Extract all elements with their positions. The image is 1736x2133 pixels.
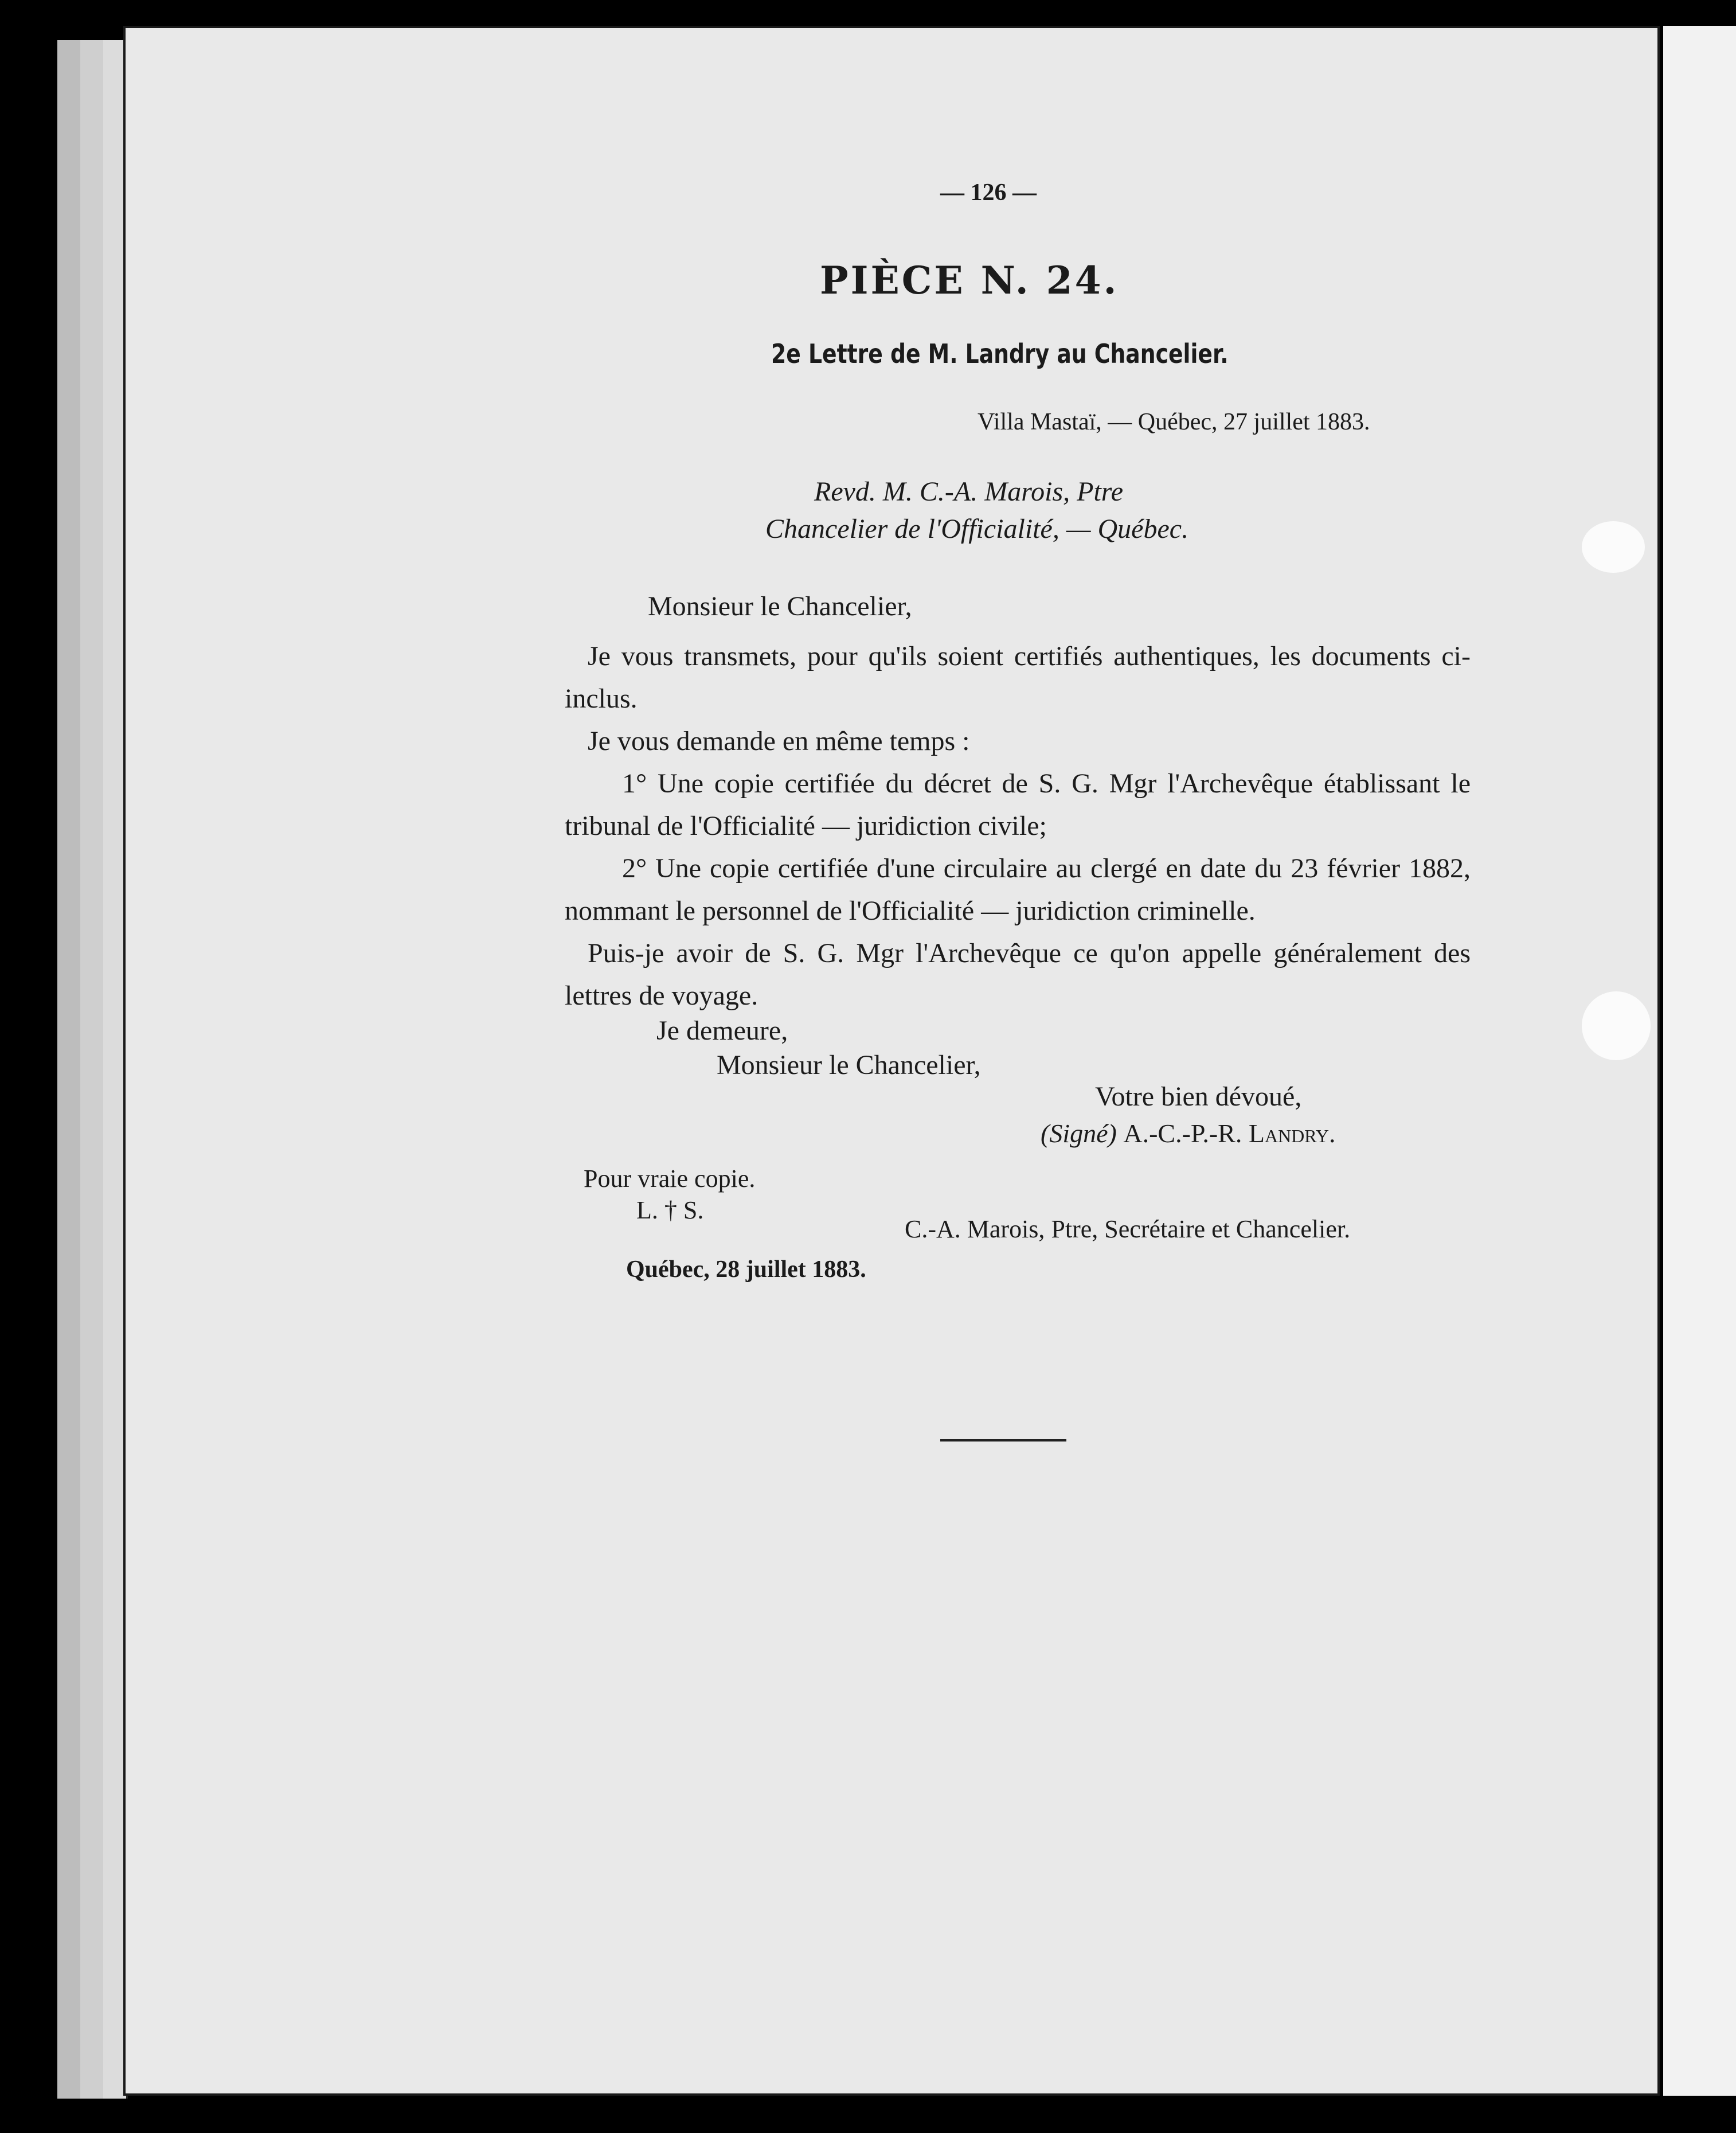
page-edge <box>80 40 105 2099</box>
letter-subtitle: 2e Lettre de M. Landry au Chancelier. <box>771 338 1229 369</box>
paper-blot <box>1582 521 1645 573</box>
letter-body <box>565 635 1471 1017</box>
signature <box>1041 1118 1335 1148</box>
body-paragraph: Je vous transmets, pour qu'ils soient certifiés authentiques, les documents ci-inclus. <box>565 641 1471 714</box>
closing-line: Je demeure, <box>656 1015 788 1046</box>
body-paragraph: Puis-je avoir de S. G. Mgr l'Archevêque ce qu'on appelle généralement des lettres de voyage. <box>565 938 1471 1011</box>
adjacent-page-edge <box>1660 26 1736 2096</box>
dateline: Villa Mastaï, — Québec, 27 juillet 1883. <box>978 409 1370 435</box>
seal-mark: L. † S. <box>636 1196 704 1224</box>
page-number: — 126 — <box>940 179 1037 206</box>
closing-line: Votre bien dévoué, <box>1095 1081 1302 1112</box>
certifier-line: C.-A. Marois, Ptre, Secrétaire et Chancelier. <box>905 1215 1351 1243</box>
end-rule <box>940 1439 1066 1441</box>
body-paragraph: 1° Une copie certifiée du décret de S. G. Mgr l'Archevêque établissant le tribunal de l'Officialité — juridiction civile; <box>565 768 1471 841</box>
signature-name: A.-C.-P.-R. Landry. <box>1123 1119 1336 1148</box>
piece-title: PIÈCE N. 24. <box>820 258 1119 303</box>
body-paragraph: 2° Une copie certifiée d'une circulaire au clergé en date du 23 février 1882, nommant le personnel de l'Officialité — juridiction criminelle. <box>565 853 1471 926</box>
body-paragraph: Je vous demande en même temps : <box>588 726 970 756</box>
paper-blot <box>1582 991 1651 1060</box>
certification-date: Québec, 28 juillet 1883. <box>626 1256 866 1283</box>
signed-label: (Signé) <box>1041 1119 1117 1148</box>
salutation: Monsieur le Chancelier, <box>648 591 912 622</box>
addressee-line-1: Revd. M. C.-A. Marois, Ptre <box>814 476 1123 507</box>
certification-line: Pour vraie copie. <box>584 1165 756 1193</box>
page-edge <box>57 40 82 2099</box>
closing-line: Monsieur le Chancelier, <box>717 1050 981 1080</box>
addressee-line-2: Chancelier de l'Officialité, — Québec. <box>765 514 1189 544</box>
